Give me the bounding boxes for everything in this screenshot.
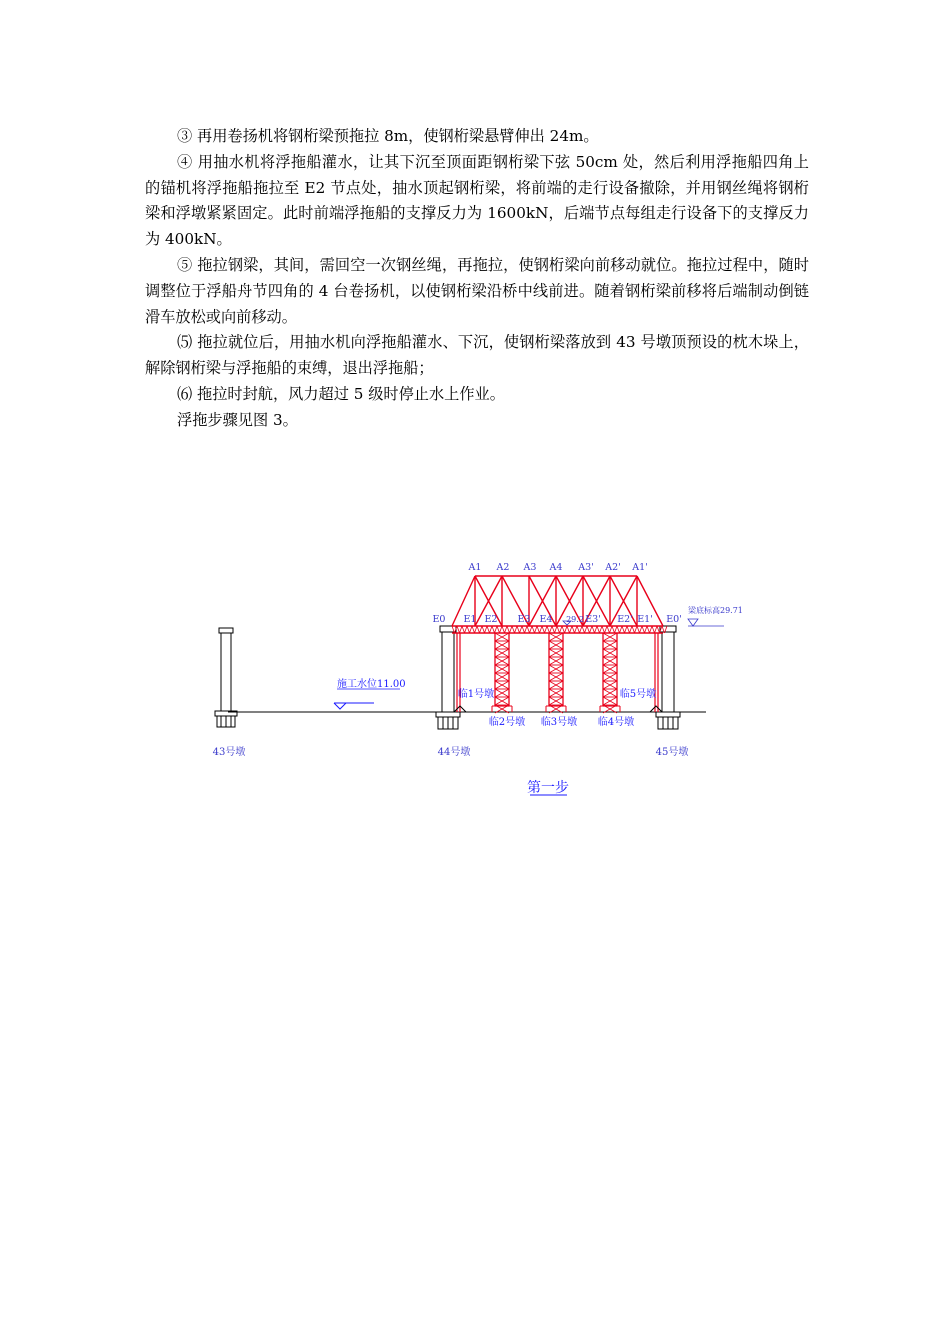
node-label-E2p: E2'	[617, 614, 633, 625]
temp-pier-5-label: 临5号墩	[619, 689, 657, 700]
paragraph-step-4: ④ 用抽水机将浮拖船灌水，让其下沉至顶面距钢桁梁下弦 50cm 处，然后利用浮拖船四角上的锚机将浮拖船拖拉至 E2 节点处，抽水顶起钢桁梁，将前端的走行设备撤除，并用钢丝绳将钢桁梁和浮墩紧紧固定。此时前端浮拖船的支撑反力为 1600kN，后端节点每组走行设备下的支撑反力为 400kN。	[145, 152, 809, 249]
paragraph-step-5: ⑤ 拖拉钢梁，其间，需回空一次钢丝绳，再拖拉，使钢桁梁向前移动就位。拖拉过程中，随时调整位于浮船舟节四角的 4 台卷扬机，以使钢桁梁沿桥中线前进。随着钢桁梁前移将后端制动倒链滑车放松或向前移动。	[145, 255, 809, 326]
node-label-A1: A1	[468, 562, 482, 573]
water-level-marker	[334, 677, 406, 709]
node-label-E2: E2	[484, 614, 498, 625]
temp-pier-1-label: 临1号墩	[457, 689, 495, 700]
pier-45	[656, 626, 680, 729]
node-label-A2: A2	[496, 562, 510, 573]
node-label-E1: E1	[463, 614, 477, 625]
temp-pier-4	[600, 633, 620, 713]
paragraph-figure-ref: 浮拖步骤见图 3。	[177, 410, 298, 429]
bottom-chord-lattice	[452, 626, 667, 633]
temp-pier-3-label: 临3号墩	[540, 717, 578, 728]
node-label-E3: E3	[517, 614, 531, 625]
temp-pier-5	[655, 633, 658, 712]
paragraph-step-7: ⑹ 拖拉时封航，风力超过 5 级时停止水上作业。	[177, 384, 505, 403]
node-label-A2p: A2'	[605, 562, 621, 573]
paragraph-step-6: ⑸ 拖拉就位后，用抽水机向浮拖船灌水、下沉，使钢桁梁落放到 43 号墩顶预设的枕木垛上，解除钢桁梁与浮拖船的束缚，退出浮拖船；	[145, 333, 809, 378]
temp-pier-2-label: 临2号墩	[488, 717, 526, 728]
paragraph-step-3: ③ 再用卷扬机将钢桁梁预拖拉 8m，使钢桁梁悬臂伸出 24m。	[177, 127, 599, 145]
node-label-29-2: 29.2	[566, 615, 584, 624]
temp-pier-4-label: 临4号墩	[597, 717, 635, 728]
pier-43-label: 43号墩	[212, 747, 246, 758]
beam-level-label: 梁底标高29.71	[688, 606, 743, 615]
water-level-label: 施工水位11.00	[337, 679, 406, 690]
figure-caption: 第一步	[527, 780, 569, 796]
node-label-A1p: A1'	[632, 562, 648, 573]
temp-pier-1	[457, 633, 460, 712]
node-label-E0p: E0'	[666, 614, 682, 625]
water-level-triangle-icon	[334, 703, 346, 709]
temp-pier-2	[492, 633, 512, 713]
beam-level-triangle-icon	[688, 619, 698, 626]
pier-45-label: 45号墩	[655, 747, 689, 758]
beam-level-marker	[688, 605, 743, 626]
node-label-E0: E0	[432, 614, 446, 625]
pier-44-footing-marks	[454, 706, 662, 712]
node-label-A4: A4	[549, 562, 563, 573]
node-label-E4: E4	[539, 614, 553, 625]
node-label-A3: A3	[523, 562, 537, 573]
node-label-E1p: E1'	[637, 614, 653, 625]
temp-pier-3	[546, 633, 566, 713]
top-node-labels	[468, 562, 648, 573]
node-label-A3p: A3'	[578, 562, 594, 573]
node-label-E3p: E3'	[585, 614, 601, 625]
pier-44-label: 44号墩	[437, 747, 471, 758]
